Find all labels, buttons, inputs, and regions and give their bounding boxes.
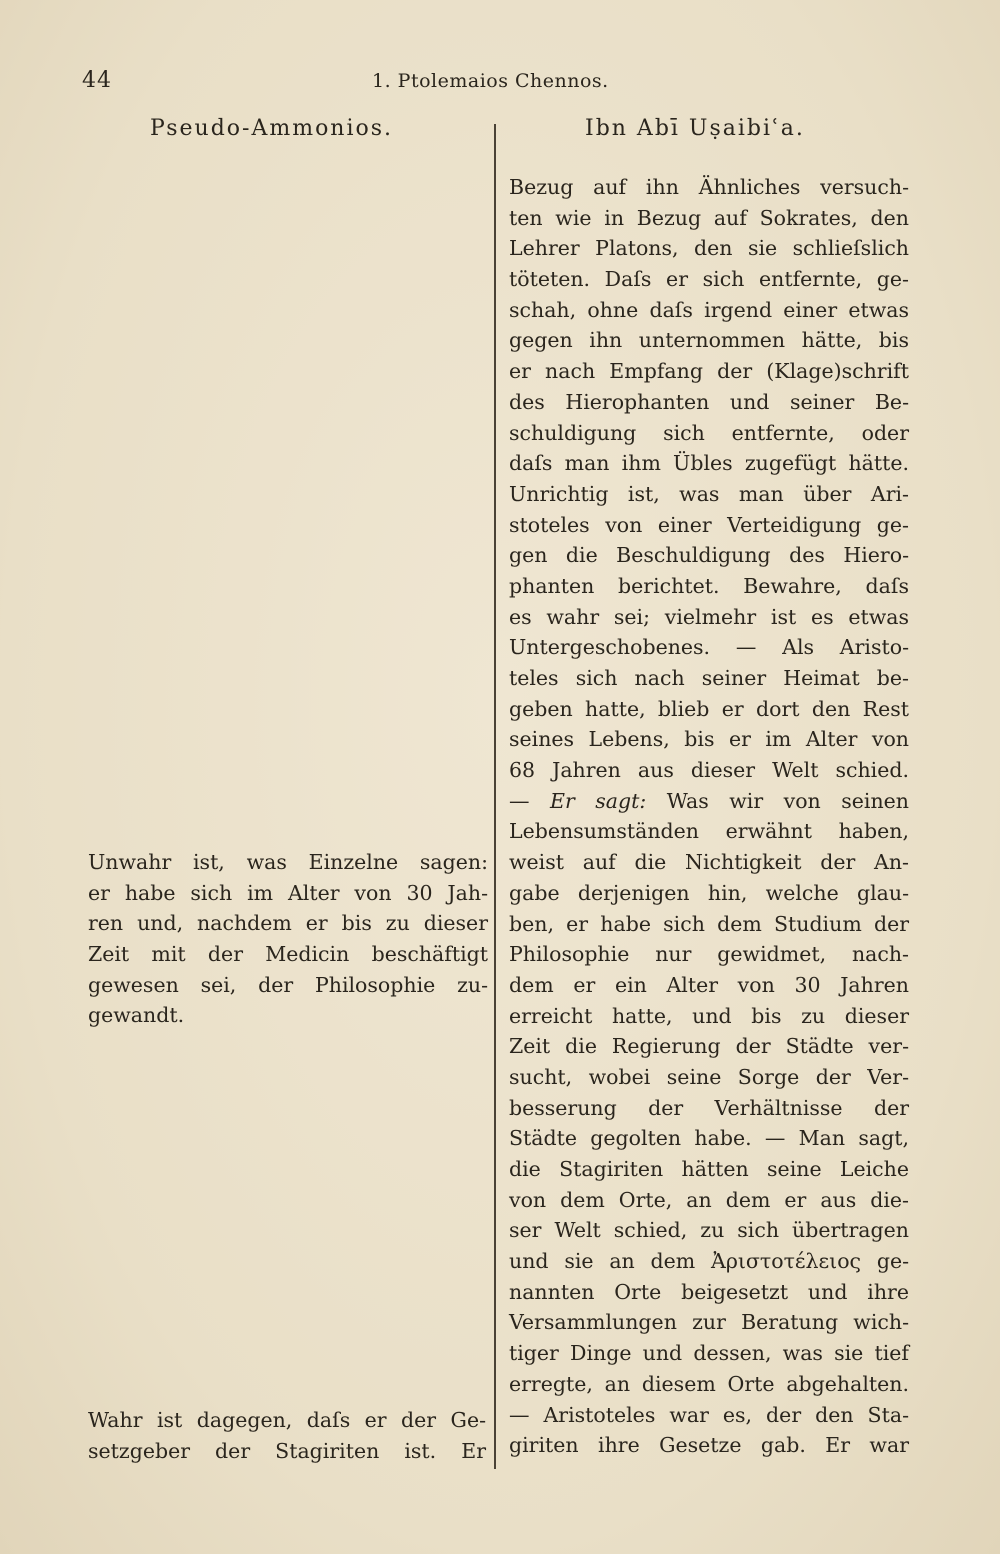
text-line: stoteles von einer Verteidigung ge- bbox=[509, 512, 909, 537]
text-line: daſs man ihm Übles zugefügt hätte. bbox=[509, 451, 909, 476]
text-line: 68 Jahren aus dieser Welt schied. bbox=[509, 758, 909, 783]
right-column-text bbox=[509, 172, 909, 1461]
text-line: die Stagiriten hätten seine Leiche bbox=[509, 1157, 909, 1181]
text-line: er habe sich im Alter von 30 Jah- bbox=[88, 880, 488, 905]
italic-phrase: Er sagt: bbox=[549, 788, 647, 813]
left-column-passage-2 bbox=[88, 1405, 486, 1466]
text-line: gegen ihn unternommen hätte, bis bbox=[509, 328, 909, 353]
text-line: Versammlungen zur Beratung wich- bbox=[509, 1310, 909, 1335]
text-line: und sie an dem Ἀριστοτέλειος ge- bbox=[509, 1249, 909, 1274]
text-line: gewandt. bbox=[88, 1003, 185, 1028]
text-line: setzgeber der Stagiriten ist. Er bbox=[88, 1438, 486, 1463]
text-line: von dem Orte, an dem er aus die- bbox=[509, 1187, 909, 1212]
text-line: Bezug auf ihn Ähnliches versuch- bbox=[509, 175, 909, 199]
left-column-passage-1 bbox=[88, 847, 488, 1031]
text-line: ren und, nachdem er bis zu dieser bbox=[88, 911, 488, 936]
text-line: er nach Empfang der (Klage)schrift bbox=[509, 359, 909, 384]
text-line: Philosophie nur gewidmet, nach- bbox=[509, 942, 909, 967]
text-line: Zeit mit der Medicin beschäftigt bbox=[88, 942, 488, 967]
text-line: Untergeschobenes. — Als Aristo- bbox=[509, 635, 909, 660]
text-line: es wahr sei; vielmehr ist es etwas bbox=[509, 604, 909, 629]
text-line: ten wie in Bezug auf Sokrates, den bbox=[509, 205, 909, 230]
text-line: schah, ohne daſs irgend einer etwas bbox=[509, 297, 909, 322]
text-line: Wahr ist dagegen, daſs er der Ge- bbox=[88, 1408, 486, 1432]
running-title: 1. Ptolemaios Chennos. bbox=[372, 70, 609, 92]
text-line: geben hatte, blieb er dort den Rest bbox=[509, 696, 909, 721]
text-line: gewesen sei, der Philosophie zu- bbox=[88, 972, 488, 997]
text-line: besserung der Verhältnisse der bbox=[509, 1095, 909, 1120]
running-head bbox=[82, 68, 920, 98]
text-line: erreicht hatte, und bis zu dieser bbox=[509, 1003, 909, 1028]
text-line: — Er sagt: Was wir von seinen bbox=[509, 788, 909, 813]
text-line: gen die Beschuldigung des Hiero- bbox=[509, 543, 909, 568]
text-line: ben, er habe sich dem Studium der bbox=[509, 911, 909, 936]
text-line: töteten. Daſs er sich entfernte, ge- bbox=[509, 267, 909, 292]
text-line: Lebensumständen erwähnt haben, bbox=[509, 819, 909, 844]
text-line: seines Lebens, bis er im Alter von bbox=[509, 727, 909, 752]
text-line: giriten ihre Gesetze gab. Er war bbox=[509, 1433, 909, 1458]
text-line: weist auf die Nichtigkeit der An- bbox=[509, 850, 909, 875]
text-line: sucht, wobei seine Sorge der Ver- bbox=[509, 1064, 909, 1089]
text-line: schuldigung sich entfernte, oder bbox=[509, 420, 909, 445]
page-number: 44 bbox=[82, 68, 112, 93]
text-line: tiger Dinge und dessen, was sie tief bbox=[509, 1341, 909, 1366]
text-line: erregte, an diesem Orte abgehalten. bbox=[509, 1371, 909, 1396]
text-line: teles sich nach seiner Heimat be- bbox=[509, 666, 909, 690]
left-column-heading: Pseudo-Ammonios. bbox=[150, 116, 394, 141]
text-line: Lehrer Platons, den sie schlieſslich bbox=[509, 236, 909, 261]
text-line: phanten berichtet. Bewahre, daſs bbox=[509, 573, 909, 598]
text-line: Unrichtig ist, was man über Ari- bbox=[509, 481, 909, 506]
text-line: Unwahr ist, was Einzelne sagen: bbox=[88, 850, 488, 874]
text-line: gabe derjenigen hin, welche glau- bbox=[509, 880, 909, 905]
text-line: — Aristoteles war es, der den Sta- bbox=[509, 1402, 909, 1427]
text-line: Zeit die Regierung der Städte ver- bbox=[509, 1034, 909, 1059]
column-divider bbox=[494, 124, 496, 1469]
text-line: Städte gegolten habe. — Man sagt, bbox=[509, 1126, 909, 1151]
right-column-heading: Ibn Abī Uṣaibiʿa. bbox=[585, 116, 805, 141]
text-line: ser Welt schied, zu sich übertragen bbox=[509, 1218, 909, 1243]
text-line: dem er ein Alter von 30 Jahren bbox=[509, 972, 909, 997]
text-line: nannten Orte beigesetzt und ihre bbox=[509, 1279, 909, 1304]
text-line: des Hierophanten und seiner Be- bbox=[509, 389, 909, 414]
